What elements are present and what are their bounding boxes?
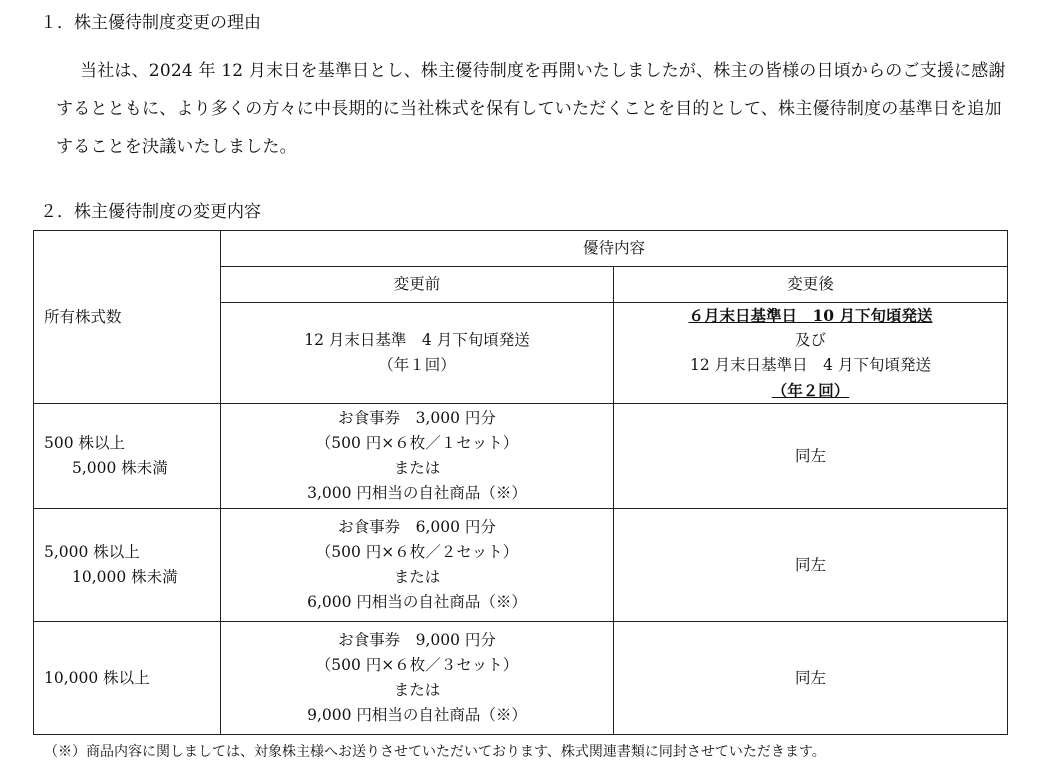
- benefit-line: お食事券 6,000 円分: [338, 518, 496, 536]
- after-header: 変更後: [787, 275, 834, 293]
- after-benefit-cell: [614, 622, 1008, 735]
- shares-header-cell: [34, 231, 221, 404]
- before-schedule-cell: [221, 303, 614, 404]
- same-as-left: 同左: [795, 668, 827, 687]
- same-as-left: 同左: [795, 446, 827, 465]
- section2-heading: ２．株主優待制度の変更内容: [40, 202, 261, 222]
- benefit-line: （500 円×６枚／１セット）: [315, 434, 519, 452]
- shares-line1: 500 株以上: [44, 434, 126, 452]
- benefit-change-table: [33, 230, 1008, 735]
- table-row: [34, 509, 1008, 622]
- after-benefit-cell: [614, 509, 1008, 622]
- before-benefit-cell: [221, 404, 614, 509]
- benefit-line: または: [393, 459, 441, 477]
- benefit-line: （500 円×６枚／３セット）: [315, 656, 519, 674]
- same-as-left: 同左: [795, 555, 827, 574]
- before-header: 変更前: [393, 275, 441, 293]
- after-schedule-line: 12 月末日基準日 4 月下旬頃発送: [690, 356, 931, 374]
- shares-cell: [34, 622, 221, 735]
- before-benefit-cell: [221, 622, 614, 735]
- after-schedule-cell: [614, 303, 1008, 404]
- benefit-line: お食事券 3,000 円分: [338, 409, 496, 427]
- after-schedule-and: 及び: [795, 331, 827, 349]
- benefit-line: 9,000 円相当の自社商品（※）: [307, 706, 527, 724]
- section1-paragraph: 当社は、2024 年 12 月末日を基準日とし、株主優待制度を再開いたしましたが、株主の皆様の日頃からのご支援に感謝するとともに、より多くの方々に中長期的に当社株式を保有していただくことを目的として、株主優待制度の基準日を追加することを決議いたしました。: [56, 61, 1006, 157]
- benefit-line: （500 円×６枚／２セット）: [315, 543, 519, 561]
- footnote: （※）商品内容に関しましては、対象株主様へお送りさせていただいております、株式関連書類に同封させていただきます。: [44, 744, 826, 760]
- shares-line2: 10,000 株未満: [72, 568, 178, 586]
- benefit-line: お食事券 9,000 円分: [338, 631, 496, 649]
- benefit-header-cell: [221, 231, 1008, 267]
- after-schedule-count: （年２回）: [771, 381, 850, 400]
- before-schedule-count: （年１回）: [378, 356, 456, 374]
- after-header-cell: [614, 267, 1008, 303]
- table-row: [34, 622, 1008, 735]
- section1-heading: １．株主優待制度変更の理由: [40, 13, 261, 33]
- benefit-line: または: [393, 681, 441, 699]
- shares-header: 所有株式数: [44, 307, 122, 326]
- table-row: [34, 404, 1008, 509]
- before-header-cell: [221, 267, 614, 303]
- after-schedule-new-date: ６月末日基準日 10 月下旬頃発送: [688, 306, 933, 325]
- benefit-line: または: [393, 568, 441, 586]
- shares-cell: [34, 509, 221, 622]
- shares-line2: 5,000 株未満: [72, 459, 168, 477]
- before-benefit-cell: [221, 509, 614, 622]
- benefit-line: 3,000 円相当の自社商品（※）: [307, 484, 527, 502]
- after-benefit-cell: [614, 404, 1008, 509]
- shares-line1: 5,000 株以上: [44, 543, 140, 561]
- shares-line1: 10,000 株以上: [44, 668, 150, 687]
- shares-cell: [34, 404, 221, 509]
- benefit-line: 6,000 円相当の自社商品（※）: [307, 593, 527, 611]
- before-schedule-line: 12 月末日基準 4 月下旬頃発送: [304, 331, 530, 349]
- benefit-header: 優待内容: [583, 239, 646, 257]
